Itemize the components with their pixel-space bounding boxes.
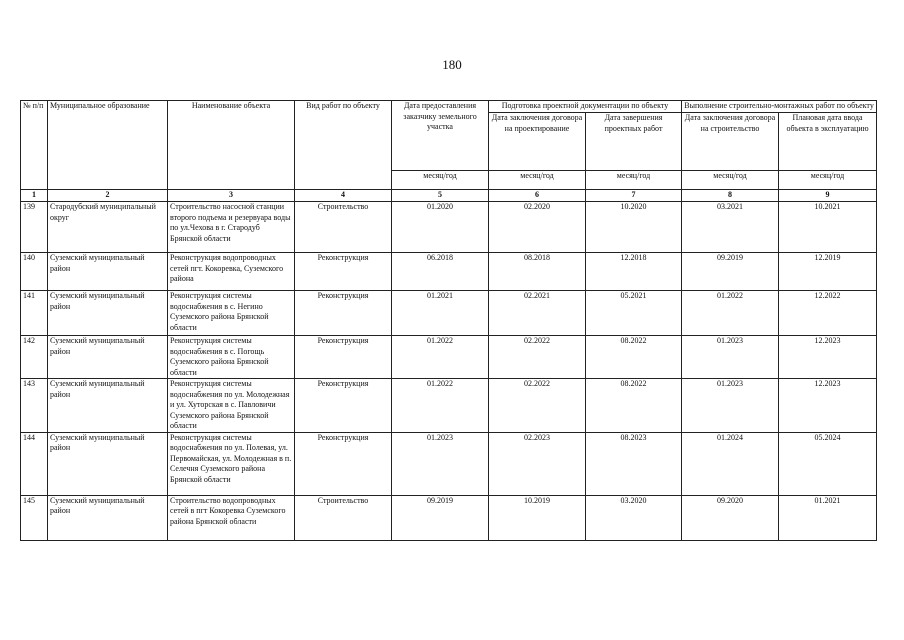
design-done-cell: 05.2021	[586, 291, 682, 336]
row-number: 139	[21, 202, 48, 253]
work-type-cell: Реконструкция	[295, 379, 392, 433]
work-type-cell: Реконструкция	[295, 253, 392, 291]
municipality-cell: Суземский муниципальный район	[48, 253, 168, 291]
object-name-cell: Реконструкция водопроводных сетей пгт. Кокоревка, Суземского района	[168, 253, 295, 291]
table-row	[21, 495, 877, 540]
table-row	[21, 336, 877, 379]
row-number: 140	[21, 253, 48, 291]
header-design-done: Дата завершения проектных работ	[586, 113, 682, 171]
municipality-cell: Суземский муниципальный район	[48, 291, 168, 336]
column-number: 9	[779, 190, 877, 202]
land-date-cell: 06.2018	[392, 253, 489, 291]
design-done-cell: 12.2018	[586, 253, 682, 291]
header-build-group: Выполнение строительно-монтажных работ по объекту	[682, 101, 877, 113]
land-date-cell: 01.2022	[392, 379, 489, 433]
build-contract-cell: 09.2019	[682, 253, 779, 291]
column-number-row	[21, 190, 877, 202]
column-number: 5	[392, 190, 489, 202]
header-build-contract: Дата заключения договора на строительство	[682, 113, 779, 171]
commission-cell: 12.2019	[779, 253, 877, 291]
design-done-cell: 08.2022	[586, 379, 682, 433]
unit-land: месяц/год	[392, 171, 489, 190]
build-contract-cell: 01.2024	[682, 432, 779, 495]
land-date-cell: 01.2023	[392, 432, 489, 495]
object-name-cell: Реконструкция системы водоснабжения в с. Негино Суземского района Брянской области	[168, 291, 295, 336]
unit-commission: месяц/год	[779, 171, 877, 190]
unit-build-contract: месяц/год	[682, 171, 779, 190]
header-object-name: Наименование объекта	[168, 101, 295, 190]
column-number: 2	[48, 190, 168, 202]
commission-cell: 01.2021	[779, 495, 877, 540]
municipality-cell: Суземский муниципальный район	[48, 336, 168, 379]
header-work-type: Вид работ по объекту	[295, 101, 392, 190]
commission-cell: 12.2022	[779, 291, 877, 336]
work-type-cell: Реконструкция	[295, 336, 392, 379]
build-contract-cell: 01.2023	[682, 336, 779, 379]
header-land-date: Дата предоставления заказчику земельного участка	[392, 101, 489, 171]
build-contract-cell: 01.2022	[682, 291, 779, 336]
row-number: 145	[21, 495, 48, 540]
column-number: 4	[295, 190, 392, 202]
column-number: 8	[682, 190, 779, 202]
municipality-cell: Стародубский муниципальный округ	[48, 202, 168, 253]
design-contract-cell: 02.2021	[489, 291, 586, 336]
build-contract-cell: 01.2023	[682, 379, 779, 433]
design-contract-cell: 02.2023	[489, 432, 586, 495]
work-type-cell: Реконструкция	[295, 291, 392, 336]
row-number: 143	[21, 379, 48, 433]
object-name-cell: Реконструкция системы водоснабжения по ул. Молодежная и ул. Хуторская в с. Павловичи Суземского района Брянской области	[168, 379, 295, 433]
commission-cell: 10.2021	[779, 202, 877, 253]
land-date-cell: 01.2020	[392, 202, 489, 253]
header-municipality: Муниципальное образование	[48, 101, 168, 190]
row-number: 142	[21, 336, 48, 379]
table-row	[21, 432, 877, 495]
table-row	[21, 291, 877, 336]
design-done-cell: 03.2020	[586, 495, 682, 540]
object-name-cell: Реконструкция системы водоснабжения по ул. Полевая, ул. Первомайская, ул. Молодежная в п. Селечня Суземского района Брянской области	[168, 432, 295, 495]
column-number: 1	[21, 190, 48, 202]
design-contract-cell: 02.2020	[489, 202, 586, 253]
municipality-cell: Суземский муниципальный район	[48, 495, 168, 540]
design-done-cell: 08.2023	[586, 432, 682, 495]
column-number: 7	[586, 190, 682, 202]
build-contract-cell: 03.2021	[682, 202, 779, 253]
work-type-cell: Строительство	[295, 202, 392, 253]
header-row-1	[21, 101, 877, 113]
header-design-group: Подготовка проектной документации по объекту	[489, 101, 682, 113]
object-name-cell: Строительство насосной станции второго подъема и резервуара воды по ул.Чехова в г. Стародуб Брянской области	[168, 202, 295, 253]
page-number: 180	[442, 57, 462, 72]
column-number: 6	[489, 190, 586, 202]
land-date-cell: 01.2021	[392, 291, 489, 336]
land-date-cell: 09.2019	[392, 495, 489, 540]
design-done-cell: 10.2020	[586, 202, 682, 253]
header-col-num: № п/п	[21, 101, 48, 190]
land-date-cell: 01.2022	[392, 336, 489, 379]
design-contract-cell: 10.2019	[489, 495, 586, 540]
design-contract-cell: 08.2018	[489, 253, 586, 291]
object-name-cell: Реконструкция системы водоснабжения в с. Погощь Суземского района Брянской области	[168, 336, 295, 379]
column-number: 3	[168, 190, 295, 202]
table-row	[21, 202, 877, 253]
header-design-contract: Дата заключения договора на проектирование	[489, 113, 586, 171]
design-done-cell: 08.2022	[586, 336, 682, 379]
commission-cell: 12.2023	[779, 379, 877, 433]
unit-design-contract: месяц/год	[489, 171, 586, 190]
work-type-cell: Строительство	[295, 495, 392, 540]
object-name-cell: Строительство водопроводных сетей в пгт Кокоревка Суземского района Брянской области	[168, 495, 295, 540]
commission-cell: 05.2024	[779, 432, 877, 495]
table-row	[21, 379, 877, 433]
municipality-cell: Суземский муниципальный район	[48, 432, 168, 495]
objects-table	[20, 100, 877, 541]
unit-design-done: месяц/год	[586, 171, 682, 190]
work-type-cell: Реконструкция	[295, 432, 392, 495]
commission-cell: 12.2023	[779, 336, 877, 379]
municipality-cell: Суземский муниципальный район	[48, 379, 168, 433]
design-contract-cell: 02.2022	[489, 336, 586, 379]
build-contract-cell: 09.2020	[682, 495, 779, 540]
design-contract-cell: 02.2022	[489, 379, 586, 433]
row-number: 144	[21, 432, 48, 495]
table-row	[21, 253, 877, 291]
row-number: 141	[21, 291, 48, 336]
header-commission: Плановая дата ввода объекта в эксплуатацию	[779, 113, 877, 171]
